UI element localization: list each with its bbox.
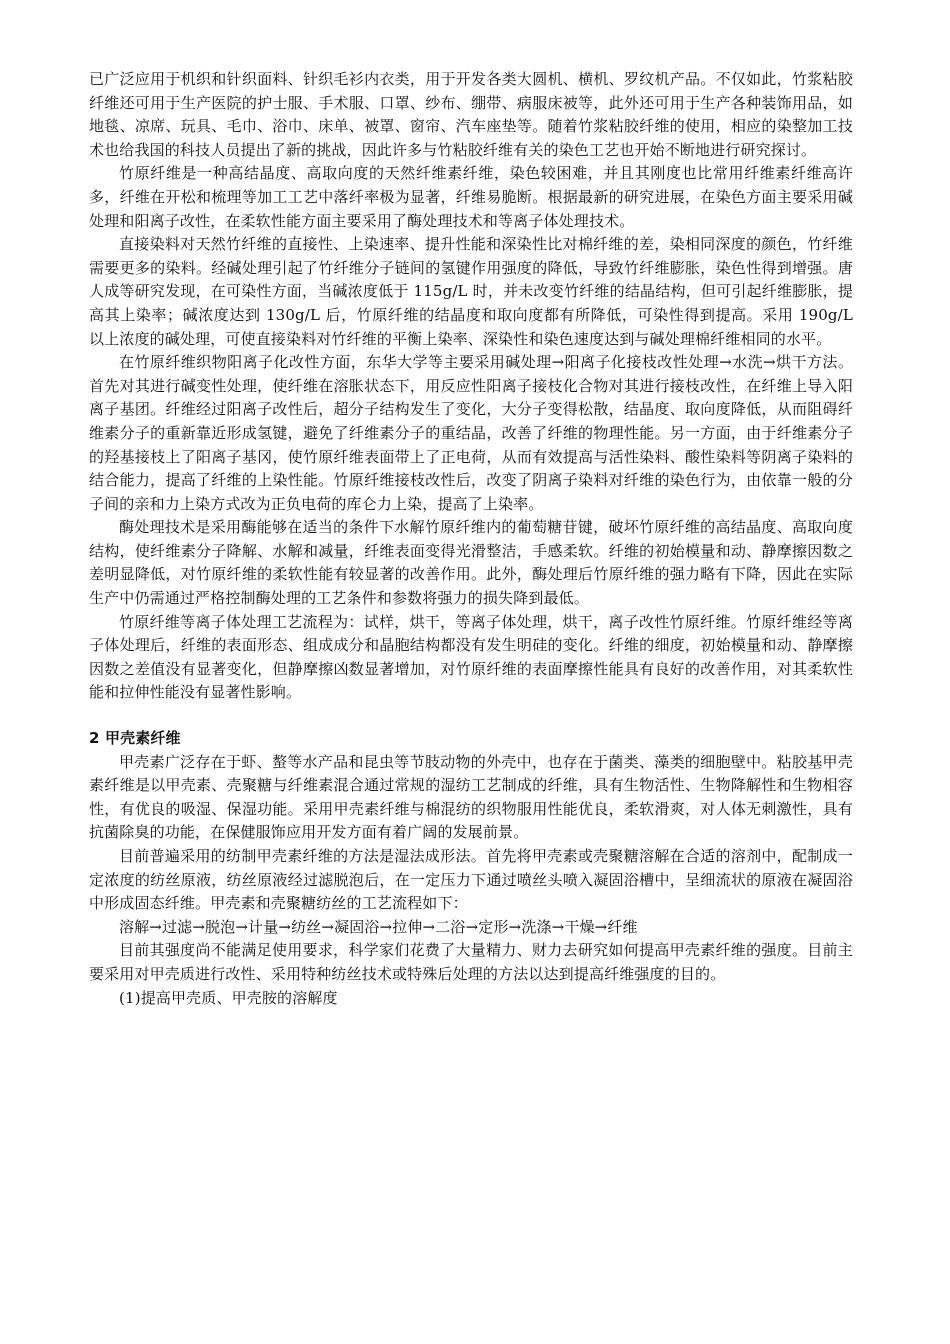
paragraph-alkali-treatment: 直接染料对天然竹纤维的直接性、上染速率、提升性能和深染性比对棉纤维的差，染相同深度的颜色，竹纤维需要更多的染料。经碱处理引起了竹纤维分子链间的氢键作用强度的降低，导致竹纤维膨胀，染色性得到增强。唐人成等研究发现，在可染性方面，当碱浓度低于 115g/L 时，并未改变竹纤维的结晶结构，但可引起纤维膨胀，提高其上染率；碱浓度达到 130g/L 后，竹原纤维的结晶度和取向度都有所降低，可染性得到提高。采用 190g/L 以上浓度的碱处理，可使直接染料对竹纤维的平衡上染率、深染性和染色速度达到与碱处理棉纤维相同的水平。 — [89, 235, 853, 348]
paragraph-wet-spinning: 目前普遍采用的纺制甲壳素纤维的方法是湿法成形法。首先将甲壳素或壳聚糖溶解在合适的溶剂中，配制成一定浓度的纺丝原液，纺丝原液经过滤脱泡后，在一定压力下通过喷丝头喷入凝固浴槽中，呈细流状的原液在凝固浴中形成固态纤维。甲壳素和壳聚糖纺丝的工艺流程如下： — [89, 847, 853, 913]
paragraph-continuation: 已广泛应用于机织和针织面料、针织毛衫内衣类，用于开发各类大圆机、横机、罗纹机产品。不仅如此，竹浆粘胶纤维还可用于生产医院的护士服、手术服、口罩、纱布、绷带、病服床被等，此外还可用于生产各种装饰用品，如地毯、凉席、玩具、毛巾、浴巾、床单、被罩、窗帘、汽车座垫等。随着竹浆粘胶纤维的使用，相应的染整加工技术也给我国的科技人员提出了新的挑战，因此许多与竹粘胶纤维有关的染色工艺也开始不断地进行研究探讨。 — [89, 70, 853, 159]
paragraph-plasma-treatment: 竹原纤维等离子体处理工艺流程为：试样，烘干，等离子体处理，烘干，离子改性竹原纤维。竹原纤维经等离子体处理后，纤维的表面形态、组成成分和晶胞结构都没有发生明硅的变化。纤维的细度，初始模量和动、静摩擦因数之差值没有显著变化，但静摩擦凶数显著增加，对竹原纤维的表面摩擦性能具有良好的改善作用，对其柔软性能和拉伸性能没有显著性影响。 — [89, 612, 853, 702]
paragraph-strength: 目前其强度尚不能满足使用要求，科学家们花费了大量精力、财力去研究如何提高甲壳素纤维的强度。目前主要采用对甲壳质进行改性、采用特种纺丝技术或特殊后处理的方法以达到提高纤维强度的目的。 — [89, 941, 853, 983]
process-flow-line: 溶解→过滤→脱泡→计量→纺丝→凝固浴→拉伸→二浴→定形→洗涤→干燥→纤维 — [119, 917, 638, 936]
section-heading-chitin: 2 甲壳素纤维 — [89, 729, 181, 748]
paragraph-cationic-modification: 在竹原纤维织物阳离子化改性方面，东华大学等主要采用碱处理→阳离子化接枝改性处理→水洗→烘干方法。首先对其进行碱变性处理，使纤维在溶胀状态下，用反应性阳离子接枝化合物对其进行接枝改性，在纤维上导入阳离子基团。纤维经过阳离子改性后，超分子结构发生了变化，大分子变得松散，结晶度、取向度降低，从而阻碍纤维素分子的重新靠近形成氢键，避免了纤维素分子的重结晶，改善了纤维的物理性能。另一方面，由于纤维素分子的羟基接枝上了阳离子基冈，使竹原纤维表面带上了正电荷，从而有效提高与活性染料、酸性染料等阴离子染料的结合能力，提高了纤维的上染性能。竹原纤维接枝改性后，改变了阴离子染料对纤维的染色行为，由依靠一般的分子间的亲和力上染方式改为正负电荷的库仑力上染，提高了上染率。 — [89, 353, 853, 513]
paragraph-enzyme-treatment: 酶处理技术是采用酶能够在适当的条件下水解竹原纤维内的葡萄糖苷键，破坏竹原纤维的高结晶度、高取向度结构，使纤维素分子降解、水解和减量，纤维表面变得光滑整洁，手感柔软。纤维的初始模量和动、静摩擦因数之差明显降低，对竹原纤维的柔软性能有较显著的改善作用。此外，酶处理后竹原纤维的强力略有下降，因此在实际生产中仍需通过严格控制酶处理的工艺条件和参数将强力的损失降到最低。 — [89, 518, 853, 608]
subheading-solubility: (1)提高甲壳质、甲壳胺的溶解度 — [119, 988, 338, 1007]
paragraph-bamboo-fiber-properties: 竹原纤维是一种高结晶度、高取向度的天然纤维素纤维，染色较困难，并且其刚度也比常用纤维素纤维高许多，纤维在开松和梳理等加工工艺中落纤率极为显著，纤维易脆断。根据最新的研究进展，在染色方面主要采用碱处理和阳离子改性，在柔软性能方面主要采用了酶处理技术和等离子体处理技术。 — [89, 164, 853, 230]
paragraph-chitin-intro: 甲壳素广泛存在于虾、螯等水产品和昆虫等节肢动物的外壳中，也存在于菌类、藻类的细胞壁中。粘胶基甲壳素纤维是以甲壳素、壳聚糖与纤维素混合通过常规的湿纺工艺制成的纤维，具有生物活性、生物降解性和生物相容性，有优良的吸湿、保湿功能。采用甲壳素纤维与棉混纺的织物服用性能优良，柔软滑爽，对人体无刺激性，具有抗菌除臭的功能，在保健服饰应用开发方面有着广阔的发展前景。 — [89, 752, 853, 842]
document-page — [89, 68, 853, 1010]
